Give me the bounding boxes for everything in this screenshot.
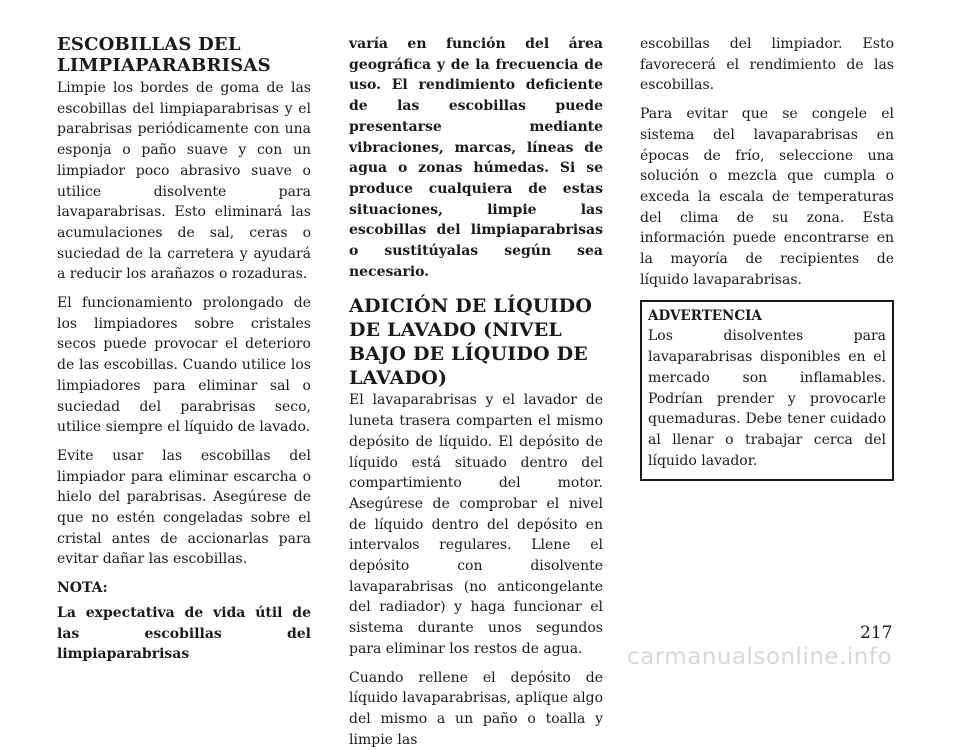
column-left [57, 34, 311, 665]
paragraph-dry-glass: El funcionamiento prolongado de los limpiadores sobre cristales secos puede provocar el deterioro de las escobillas. Cuando utilice los limpiadores para eliminar sal o suciedad del parabrisas seco, utilice siempre el líquido de lavado. [57, 295, 311, 436]
paragraph-frost: Evite usar las escobillas del limpiador para eliminar escarcha o hielo del parabrisas. Asegúrese de que no estén congeladas sobre el cristal antes de accionarlas para evitar dañar las escobillas. [57, 447, 311, 568]
warning-text: Los disolventes para lavaparabrisas disponibles en el mercado son inflamables. Podrían prender y provocarle quemaduras. Debe tener cuidado al llenar o trabajar cerca del líquido lavador. [648, 328, 886, 469]
warning-title: ADVERTENCIA [648, 308, 762, 325]
note-text-continued: varía en función del área geográfica y de la frecuencia de uso. El rendimiento deficiente de las escobillas puede presentarse mediante vibraciones, marcas, líneas de agua o zonas húmedas. Si se produce cualquiera de estas situaciones, limpie las escobillas del limpiaparabrisas o sustitúyalas según sea necesario. [349, 36, 603, 280]
column-right [640, 34, 894, 481]
section-heading-washer-fluid: ADICIÓN DE LÍQUIDO DE LAVADO (NIVEL BAJO DE LÍQUIDO DE LAVADO) [349, 295, 593, 390]
note-text-start: La expectativa de vida útil de las escobillas del limpiaparabrisas [57, 604, 311, 663]
column-middle [349, 34, 603, 750]
paragraph-cleaning: Limpie los bordes de goma de las escobillas del limpiaparabrisas y el parabrisas periódicamente con una esponja o paño suave y con un limpiador poco abrasivo suave o utilice disolvente para lavaparabrisas. Esto eliminará las acumulaciones de sal, ceras o suciedad de la carretera y ayudará a reducir los arañazos o rozaduras. [57, 80, 311, 283]
page-number: 217 [860, 623, 893, 643]
paragraph-freezing: Para evitar que se congele el sistema del lavaparabrisas en épocas de frío, seleccione una solución o mezcla que cumpla o exceda la escala de temperaturas del clima de su zona. Esta información puede encontrarse en la mayoría de recipientes de líquido lavaparabrisas. [640, 106, 894, 288]
watermark: carmanualsonline.info [627, 644, 893, 670]
paragraph-reservoir: El lavaparabrisas y el lavador de luneta trasera comparten el mismo depósito de líquido. El depósito de líquido está situado dentro del compartimiento del motor. Asegúrese de comprobar el nivel de líquido dentro del depósito en intervalos regulares. Llene el depósito con disolvente lavaparabrisas (no anticongelante del radiador) y haga funcionar el sistema durante unos segundos para eliminar los restos de agua. [349, 392, 603, 657]
note-label: NOTA: [57, 580, 108, 597]
paragraph-refill: Cuando rellene el depósito de líquido lavaparabrisas, aplique algo del mismo a un paño o toalla y limpie las [349, 669, 603, 748]
warning-box [640, 300, 894, 481]
section-heading-wiper-blades: ESCOBILLAS DEL LIMPIAPARABRISAS [57, 34, 271, 76]
paragraph-refill-continued: escobillas del limpiador. Esto favorecerá el rendimiento de las escobillas. [640, 36, 894, 94]
